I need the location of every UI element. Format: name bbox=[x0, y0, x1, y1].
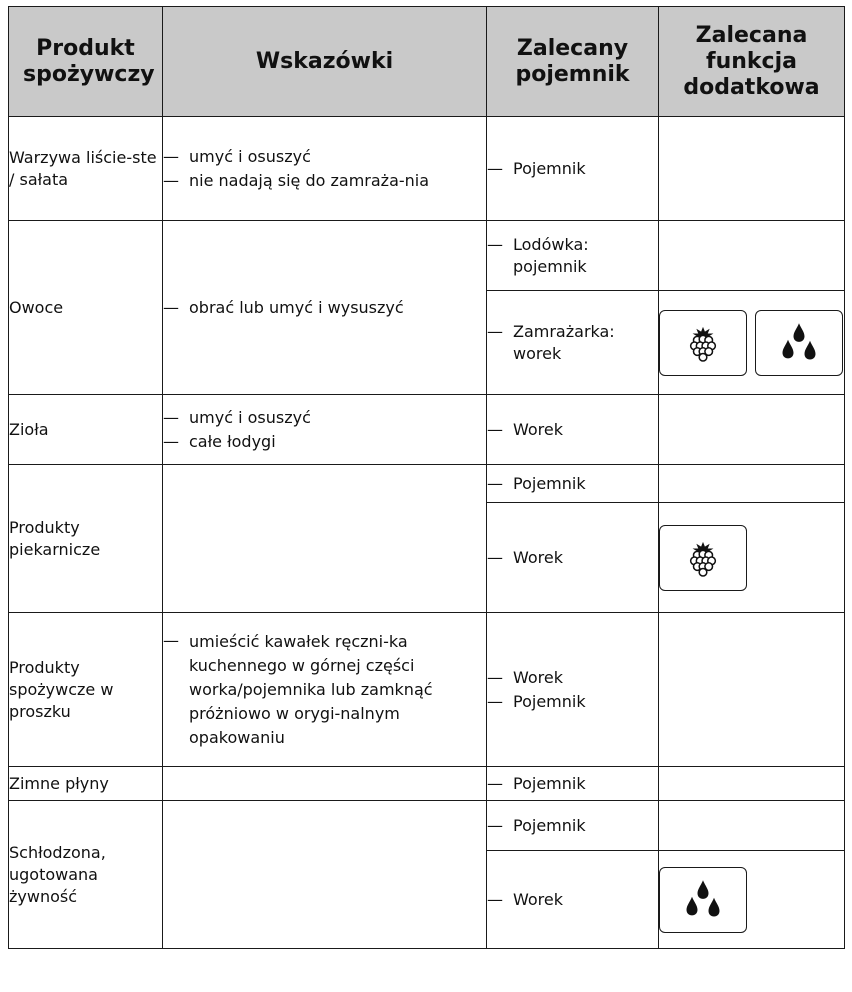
product-cell: Zioła bbox=[9, 395, 163, 465]
drops-icon bbox=[755, 310, 843, 376]
container-cell bbox=[487, 851, 659, 949]
container-cell bbox=[487, 801, 659, 851]
container-cell bbox=[487, 613, 659, 767]
tips-cell bbox=[163, 465, 487, 613]
list-item: — Pojemnik bbox=[487, 691, 586, 711]
list-item: — Pojemnik bbox=[487, 158, 586, 178]
table-row bbox=[9, 465, 845, 503]
list-item: — umyć i osuszyć bbox=[163, 146, 311, 166]
function-cell bbox=[659, 801, 845, 851]
table-row bbox=[9, 221, 845, 291]
function-cell bbox=[659, 221, 845, 291]
function-icons bbox=[659, 525, 844, 591]
container-cell bbox=[487, 465, 659, 503]
list-item: — Worek bbox=[487, 889, 564, 909]
list-item: — nie nadają się do zamraża-nia bbox=[163, 170, 430, 190]
container-cell bbox=[487, 117, 659, 221]
function-cell bbox=[659, 613, 845, 767]
list-item: — Worek bbox=[487, 667, 564, 687]
table-row bbox=[9, 801, 845, 851]
function-cell bbox=[659, 767, 845, 801]
tips-cell bbox=[163, 395, 487, 465]
list-item: — Lodówka: pojemnik bbox=[487, 234, 589, 276]
product-cell: Schłodzona, ugotowana żywność bbox=[9, 801, 163, 949]
list-item: — Pojemnik bbox=[487, 815, 586, 835]
container-cell bbox=[487, 291, 659, 395]
function-cell bbox=[659, 851, 845, 949]
header-container: Zalecany pojemnik bbox=[487, 7, 659, 117]
header-tips: Wskazówki bbox=[163, 7, 487, 117]
list-item: — Worek bbox=[487, 419, 564, 439]
function-icons bbox=[659, 867, 844, 933]
table-row bbox=[9, 767, 845, 801]
list-item: — umieścić kawałek ręczni-ka kuchennego w górnej części worka/pojemnika lub zamknąć próżniowo w orygi-nalnym opakowaniu bbox=[163, 630, 433, 747]
container-cell bbox=[487, 221, 659, 291]
berry-freeze-icon bbox=[659, 310, 747, 376]
tips-cell bbox=[163, 613, 487, 767]
list-item: — obrać lub umyć i wysuszyć bbox=[163, 297, 404, 317]
tips-cell bbox=[163, 767, 487, 801]
function-cell bbox=[659, 291, 845, 395]
berry-freeze-icon bbox=[659, 525, 747, 591]
product-cell: Warzywa liście-ste / sałata bbox=[9, 117, 163, 221]
function-cell bbox=[659, 465, 845, 503]
function-cell bbox=[659, 117, 845, 221]
tips-cell bbox=[163, 801, 487, 949]
list-item: — Pojemnik bbox=[487, 473, 586, 493]
list-item: — umyć i osuszyć bbox=[163, 407, 311, 427]
product-cell: Produkty piekarnicze bbox=[9, 465, 163, 613]
table-row bbox=[9, 117, 845, 221]
product-cell: Owoce bbox=[9, 221, 163, 395]
product-cell: Produkty spożywcze w proszku bbox=[9, 613, 163, 767]
function-cell bbox=[659, 503, 845, 613]
container-cell bbox=[487, 395, 659, 465]
function-icons bbox=[659, 310, 844, 376]
list-item: — Zamrażarka: worek bbox=[487, 321, 615, 363]
list-item: — całe łodygi bbox=[163, 431, 276, 451]
list-item: — Worek bbox=[487, 547, 564, 567]
header-row bbox=[9, 7, 845, 117]
header-function: Zalecana funkcja dodatkowa bbox=[659, 7, 845, 117]
container-cell bbox=[487, 767, 659, 801]
tips-cell bbox=[163, 221, 487, 395]
product-cell: Zimne płyny bbox=[9, 767, 163, 801]
table-row bbox=[9, 395, 845, 465]
container-cell bbox=[487, 503, 659, 613]
storage-table bbox=[8, 6, 845, 949]
header-product: Produkt spożywczy bbox=[9, 7, 163, 117]
list-item: — Pojemnik bbox=[487, 773, 586, 793]
function-cell bbox=[659, 395, 845, 465]
table-row bbox=[9, 613, 845, 767]
tips-cell bbox=[163, 117, 487, 221]
drops-icon bbox=[659, 867, 747, 933]
